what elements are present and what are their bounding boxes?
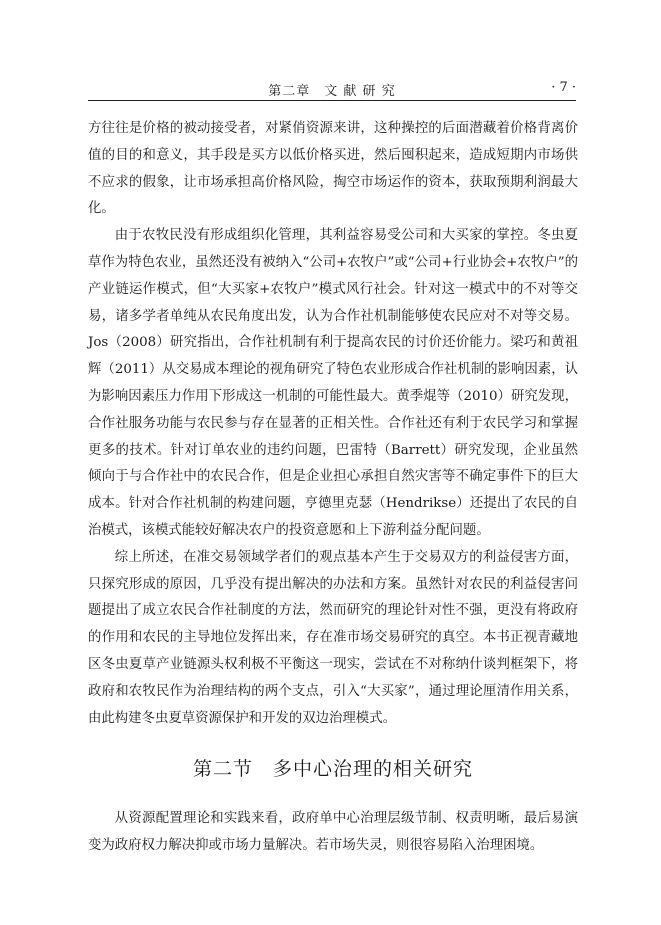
page-body <box>88 116 578 860</box>
running-header <box>88 78 576 101</box>
paragraph-continued: 方往往是价格的被动接受者，对紧俏资源来讲，这种操控的后面潜藏着价格背离价值的目的和意义，其手段是买方以低价格买进，然后囤积起来，造成短期内市场供不应求的假象，让市场承担高价格风险，掏空市场运作的资本，获取预期利润最大化。 <box>88 121 578 217</box>
page-number: · 7 · <box>551 80 576 95</box>
paragraph-polycentric-intro: 从资源配置理论和实践来看，政府单中心治理层级节制、权责明晰，最后易演变为政府权力解决抑或市场力量解决。若市场失灵，则很容易陷入治理困境。 <box>88 811 578 854</box>
paragraph-cooperative-mechanism: 由于农牧民没有形成组织化管理，其利益容易受公司和大买家的掌控。冬虫夏草作为特色农业，虽然还没有被纳入“公司+农牧户”或“公司+行业协会+农牧户”的产业链运作模式，但“大买家+农牧户”模式风行社会。针对这一模式中的不对等交易，诸多学者单纯从农民角度出发，认为合作社机制能够使农民应对不对等交易。Jos（2008）研究指出，合作社机制有利于提高农民的讨价还价能力。梁巧和黄祖辉（2011）从交易成本理论的视角研究了特色农业形成合作社机制的影响因素，认为影响因素压力作用下形成这一机制的可能性最大。黄季焜等（2010）研究发现，合作社服务功能与农民参与存在显著的正相关性。合作社还有利于农民学习和掌握更多的技术。针对订单农业的违约问题，巴雷特（Barrett）研究发现，企业虽然倾向于与合作社中的农民合作，但是企业担心承担自然灾害等不确定事件下的巨大成本。针对合作社机制的构建问题，亨德里克瑟（Hendrikse）还提出了农民的自治模式，该模式能较好解决农户的投资意愿和上下游利益分配问题。 <box>88 228 578 538</box>
paragraph-summary: 综上所述，在准交易领域学者们的观点基本产生于交易双方的利益侵害方面，只探究形成的原因，几乎没有提出解决的办法和方案。虽然针对农民的利益侵害问题提出了成立农民合作社制度的方法，然而研究的理论针对性不强，更没有将政府的作用和农民的主导地位发挥出来，存在准市场交易研究的真空。本书正视青藏地区冬虫夏草产业链源头权利极不平衡这一现实，尝试在不对称纳什谈判框架下，将政府和农牧民作为治理结构的两个支点，引入“大买家”，通过理论厘清作用关系，由此构建冬虫夏草资源保护和开发的双边治理模式。 <box>88 549 578 726</box>
section-heading: 第二节 多中心治理的相关研究 <box>192 758 473 781</box>
chapter-title: 第二章 文 献 研 究 <box>268 84 396 99</box>
